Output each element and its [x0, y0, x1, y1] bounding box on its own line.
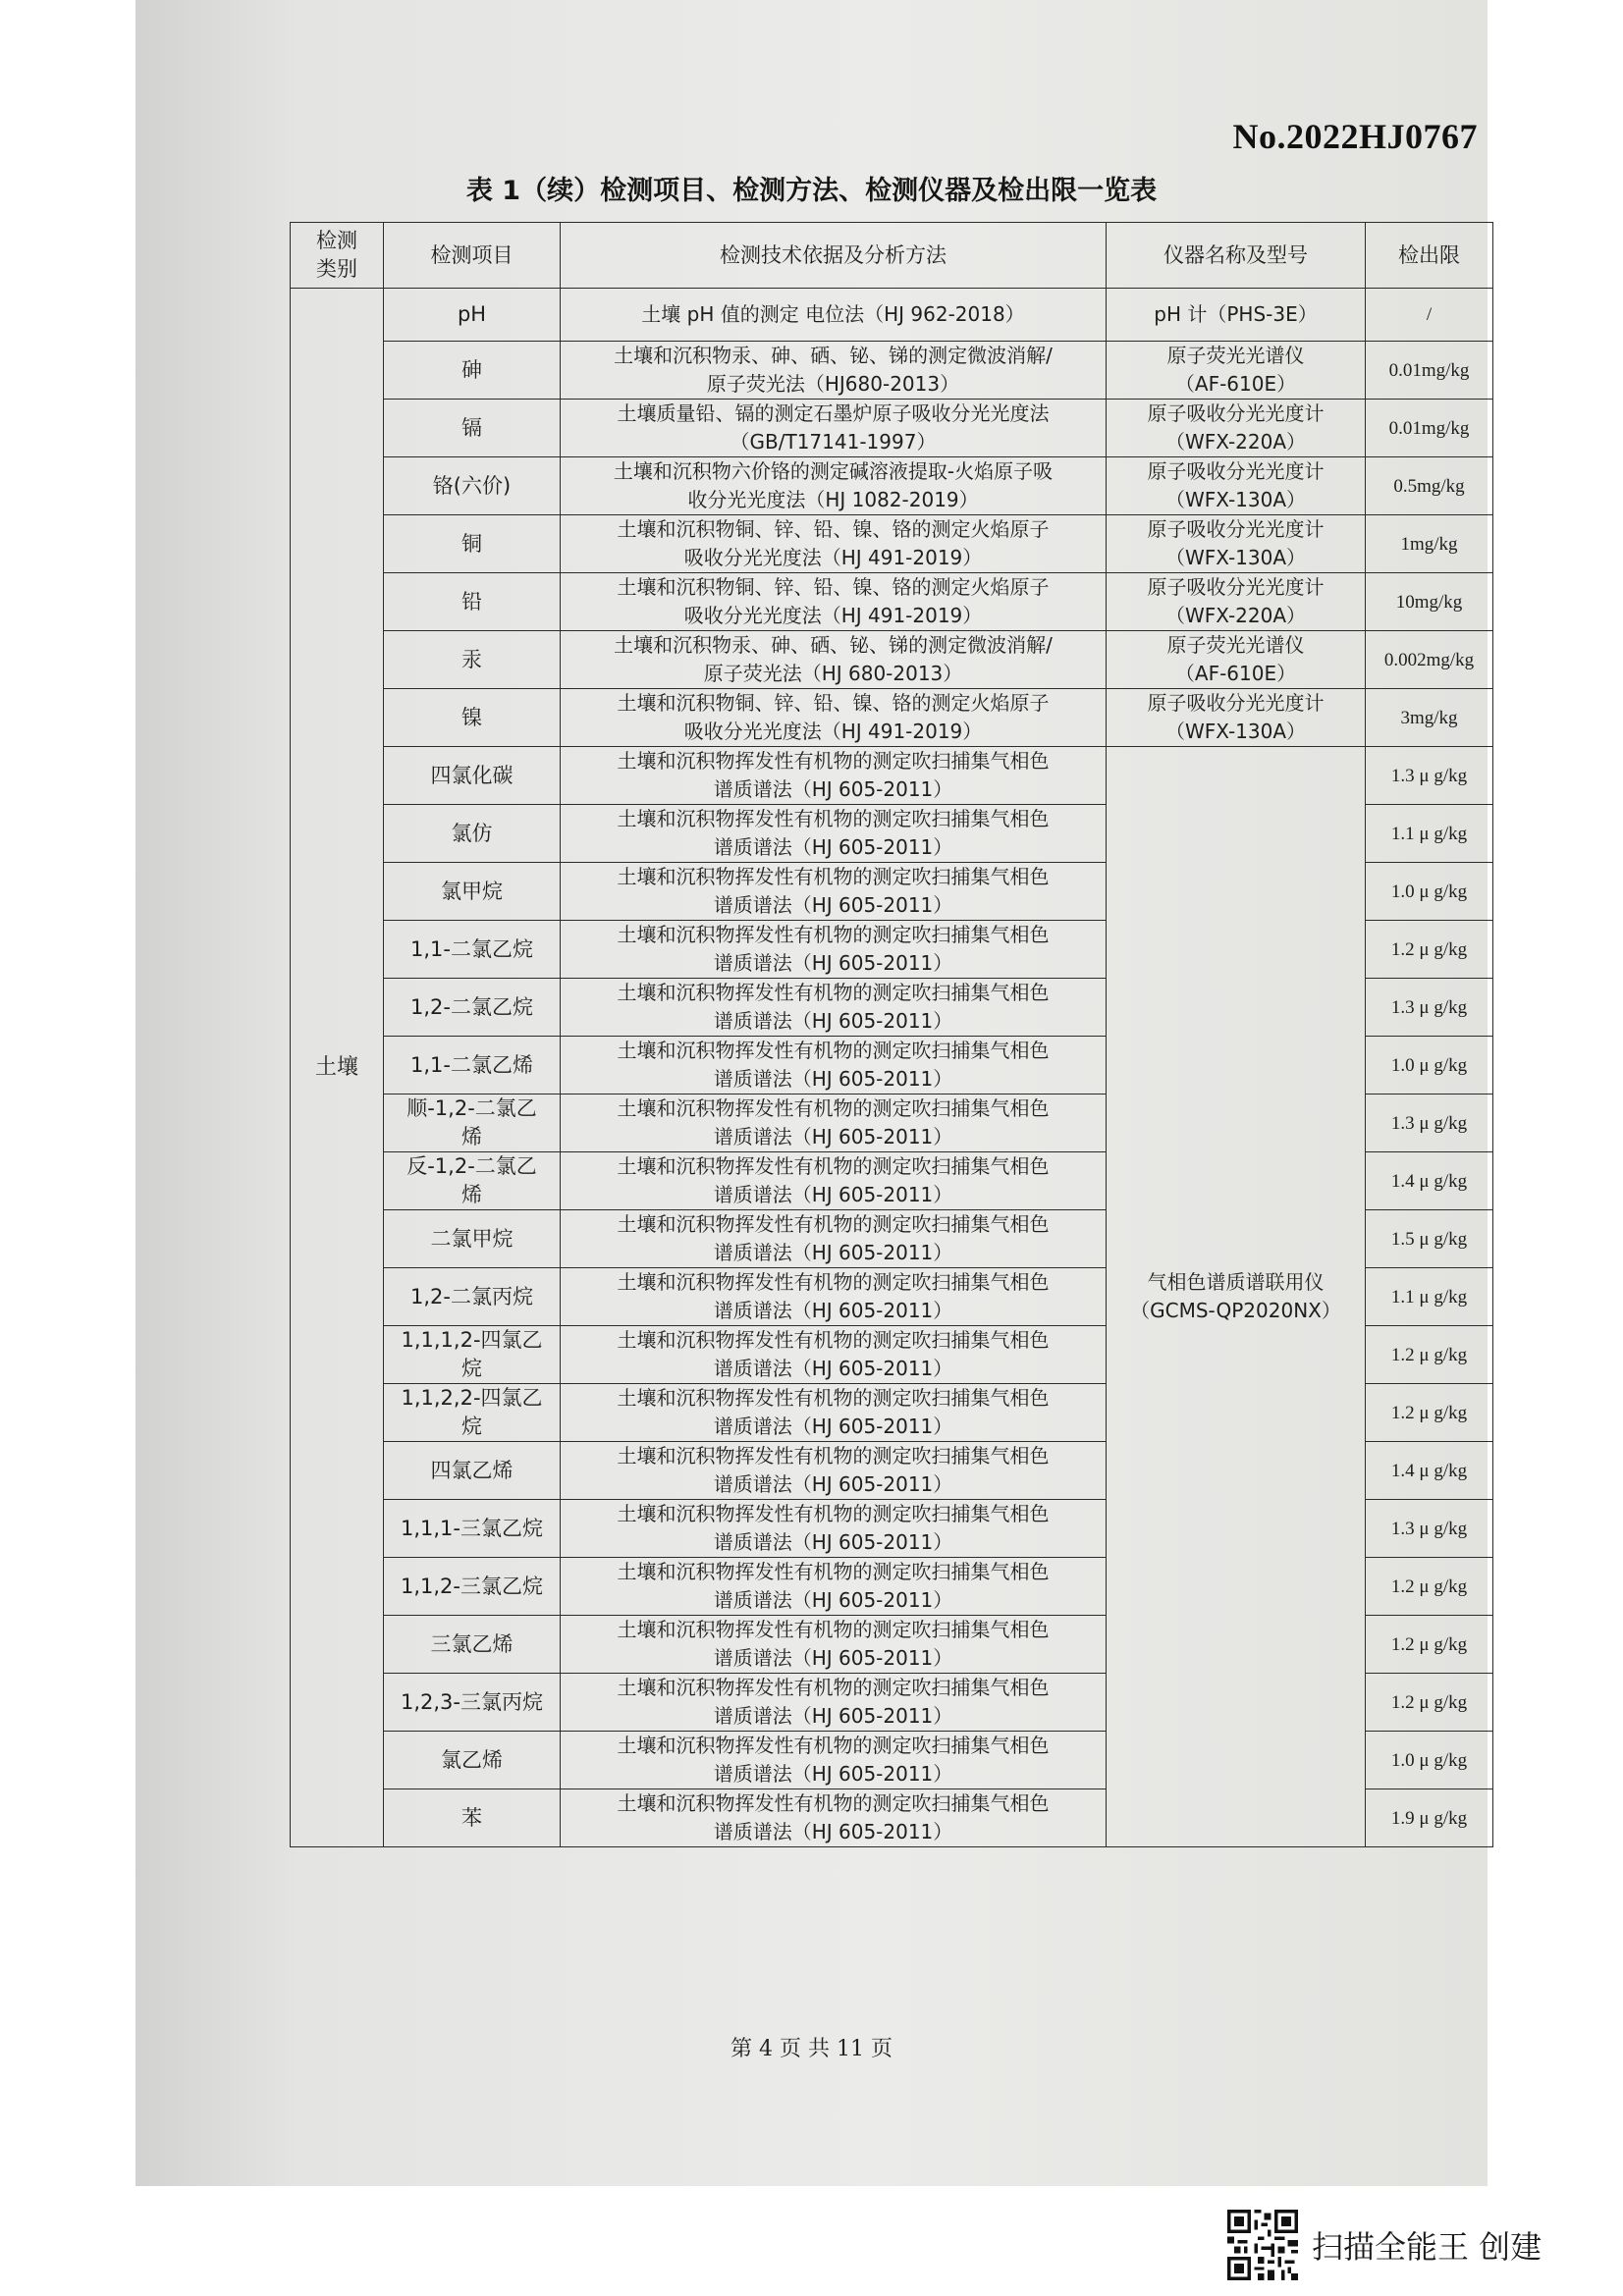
item-cell: 1,1-二氯乙烯: [384, 1037, 561, 1095]
method-cell: 土壤和沉积物挥发性有机物的测定吹扫捕集气相色 谱质谱法（HJ 605-2011）: [561, 1384, 1107, 1442]
limit-cell: 1.3 μ g/kg: [1366, 979, 1493, 1037]
table-header-row: [291, 223, 1493, 289]
method-cell: 土壤和沉积物挥发性有机物的测定吹扫捕集气相色 谱质谱法（HJ 605-2011）: [561, 1442, 1107, 1500]
method-cell: 土壤和沉积物挥发性有机物的测定吹扫捕集气相色 谱质谱法（HJ 605-2011）: [561, 805, 1107, 863]
document-number: No.2022HJ0767: [1232, 117, 1478, 156]
page-footer: 第 4 页 共 11 页: [730, 2037, 893, 2061]
limit-cell: 1.1 μ g/kg: [1366, 805, 1493, 863]
method-cell: 土壤和沉积物挥发性有机物的测定吹扫捕集气相色 谱质谱法（HJ 605-2011）: [561, 1674, 1107, 1732]
instrument-cell: 原子吸收分光光度计 （WFX-220A）: [1107, 400, 1366, 457]
method-cell: 土壤和沉积物挥发性有机物的测定吹扫捕集气相色 谱质谱法（HJ 605-2011）: [561, 1326, 1107, 1384]
limit-cell: 10mg/kg: [1366, 573, 1493, 631]
item-cell: 1,2,3-三氯丙烷: [384, 1674, 561, 1732]
limit-cell: 1.4 μ g/kg: [1366, 1152, 1493, 1210]
item-cell: 1,2-二氯乙烷: [384, 979, 561, 1037]
table-row: [291, 400, 1493, 457]
table-row: [291, 631, 1493, 689]
limit-cell: 1.2 μ g/kg: [1366, 1326, 1493, 1384]
limit-cell: 1.2 μ g/kg: [1366, 921, 1493, 979]
method-cell: 土壤和沉积物挥发性有机物的测定吹扫捕集气相色 谱质谱法（HJ 605-2011）: [561, 863, 1107, 921]
item-cell: 铬(六价): [384, 457, 561, 515]
method-cell: 土壤和沉积物挥发性有机物的测定吹扫捕集气相色 谱质谱法（HJ 605-2011）: [561, 1152, 1107, 1210]
limit-cell: 1.4 μ g/kg: [1366, 1442, 1493, 1500]
item-cell: 三氯乙烯: [384, 1616, 561, 1674]
item-cell: 镍: [384, 689, 561, 747]
method-cell: 土壤和沉积物挥发性有机物的测定吹扫捕集气相色 谱质谱法（HJ 605-2011）: [561, 1789, 1107, 1847]
item-cell: 铅: [384, 573, 561, 631]
table-row: [291, 573, 1493, 631]
method-cell: 土壤和沉积物六价铬的测定碱溶液提取-火焰原子吸 收分光光度法（HJ 1082-2019）: [561, 457, 1107, 515]
table-row: [291, 747, 1493, 805]
limit-cell: 1.0 μ g/kg: [1366, 1732, 1493, 1789]
limit-cell: 0.01mg/kg: [1366, 342, 1493, 400]
method-cell: 土壤 pH 值的测定 电位法（HJ 962-2018）: [561, 289, 1107, 342]
item-cell: 1,1,2-三氯乙烷: [384, 1558, 561, 1616]
item-cell: 镉: [384, 400, 561, 457]
item-cell: 氯甲烷: [384, 863, 561, 921]
instrument-cell: pH 计（PHS-3E）: [1107, 289, 1366, 342]
table-title: 表 1（续）检测项目、检测方法、检测仪器及检出限一览表: [465, 176, 1158, 206]
qr-code-icon: [1227, 2210, 1298, 2280]
limit-cell: 1.5 μ g/kg: [1366, 1210, 1493, 1268]
item-cell: 反-1,2-二氯乙 烯: [384, 1152, 561, 1210]
method-cell: 土壤和沉积物挥发性有机物的测定吹扫捕集气相色 谱质谱法（HJ 605-2011）: [561, 1037, 1107, 1095]
limit-cell: 1.2 μ g/kg: [1366, 1616, 1493, 1674]
method-cell: 土壤和沉积物挥发性有机物的测定吹扫捕集气相色 谱质谱法（HJ 605-2011）: [561, 1095, 1107, 1152]
limit-cell: 1.2 μ g/kg: [1366, 1384, 1493, 1442]
method-cell: 土壤质量铅、镉的测定石墨炉原子吸收分光光度法 （GB/T17141-1997）: [561, 400, 1107, 457]
table-row: [291, 515, 1493, 573]
item-cell: 1,2-二氯丙烷: [384, 1268, 561, 1326]
method-cell: 土壤和沉积物挥发性有机物的测定吹扫捕集气相色 谱质谱法（HJ 605-2011）: [561, 921, 1107, 979]
category-cell: 土壤: [291, 289, 384, 1847]
limit-cell: 1.3 μ g/kg: [1366, 747, 1493, 805]
instrument-cell: 原子吸收分光光度计 （WFX-130A）: [1107, 689, 1366, 747]
limit-cell: 0.5mg/kg: [1366, 457, 1493, 515]
instrument-cell: 原子荧光光谱仪 （AF-610E）: [1107, 342, 1366, 400]
item-cell: 1,1,2,2-四氯乙 烷: [384, 1384, 561, 1442]
method-cell: 土壤和沉积物挥发性有机物的测定吹扫捕集气相色 谱质谱法（HJ 605-2011）: [561, 1210, 1107, 1268]
item-cell: 1,1,1-三氯乙烷: [384, 1500, 561, 1558]
limit-cell: 1.0 μ g/kg: [1366, 1037, 1493, 1095]
header-method: 检测技术依据及分析方法: [561, 223, 1107, 289]
limit-cell: 1.3 μ g/kg: [1366, 1500, 1493, 1558]
item-cell: 1,1-二氯乙烷: [384, 921, 561, 979]
instrument-cell: 原子荧光光谱仪 （AF-610E）: [1107, 631, 1366, 689]
item-cell: 苯: [384, 1789, 561, 1847]
instrument-cell: 原子吸收分光光度计 （WFX-130A）: [1107, 457, 1366, 515]
item-cell: 1,1,1,2-四氯乙 烷: [384, 1326, 561, 1384]
watermark-text: 扫描全能王 创建: [1312, 2228, 1542, 2266]
limit-cell: 0.01mg/kg: [1366, 400, 1493, 457]
limit-cell: 1mg/kg: [1366, 515, 1493, 573]
item-cell: 四氯化碳: [384, 747, 561, 805]
table-row: [291, 689, 1493, 747]
header-limit: 检出限: [1366, 223, 1493, 289]
limit-cell: 1.2 μ g/kg: [1366, 1558, 1493, 1616]
limit-cell: 3mg/kg: [1366, 689, 1493, 747]
instrument-cell: 原子吸收分光光度计 （WFX-220A）: [1107, 573, 1366, 631]
item-cell: 铜: [384, 515, 561, 573]
item-cell: 四氯乙烯: [384, 1442, 561, 1500]
limit-cell: 1.3 μ g/kg: [1366, 1095, 1493, 1152]
method-cell: 土壤和沉积物汞、砷、硒、铋、锑的测定微波消解/ 原子荧光法（HJ680-2013）: [561, 342, 1107, 400]
method-cell: 土壤和沉积物铜、锌、铅、镍、铬的测定火焰原子 吸收分光光度法（HJ 491-2019）: [561, 515, 1107, 573]
method-cell: 土壤和沉积物挥发性有机物的测定吹扫捕集气相色 谱质谱法（HJ 605-2011）: [561, 747, 1107, 805]
method-cell: 土壤和沉积物挥发性有机物的测定吹扫捕集气相色 谱质谱法（HJ 605-2011）: [561, 979, 1107, 1037]
item-cell: 氯仿: [384, 805, 561, 863]
item-cell: 二氯甲烷: [384, 1210, 561, 1268]
table-row: [291, 342, 1493, 400]
header-instrument: 仪器名称及型号: [1107, 223, 1366, 289]
item-cell: pH: [384, 289, 561, 342]
method-cell: 土壤和沉积物铜、锌、铅、镍、铬的测定火焰原子 吸收分光光度法（HJ 491-2019）: [561, 689, 1107, 747]
method-cell: 土壤和沉积物挥发性有机物的测定吹扫捕集气相色 谱质谱法（HJ 605-2011）: [561, 1500, 1107, 1558]
table-row: [291, 457, 1493, 515]
table-row: [291, 289, 1493, 342]
scanner-watermark: [1227, 2209, 1542, 2281]
method-cell: 土壤和沉积物铜、锌、铅、镍、铬的测定火焰原子 吸收分光光度法（HJ 491-2019）: [561, 573, 1107, 631]
method-cell: 土壤和沉积物汞、砷、硒、铋、锑的测定微波消解/ 原子荧光法（HJ 680-2013）: [561, 631, 1107, 689]
detection-table: [290, 222, 1493, 1847]
method-cell: 土壤和沉积物挥发性有机物的测定吹扫捕集气相色 谱质谱法（HJ 605-2011）: [561, 1616, 1107, 1674]
instrument-cell: 原子吸收分光光度计 （WFX-130A）: [1107, 515, 1366, 573]
limit-cell: 1.0 μ g/kg: [1366, 863, 1493, 921]
item-cell: 砷: [384, 342, 561, 400]
limit-cell: 0.002mg/kg: [1366, 631, 1493, 689]
header-item: 检测项目: [384, 223, 561, 289]
method-cell: 土壤和沉积物挥发性有机物的测定吹扫捕集气相色 谱质谱法（HJ 605-2011）: [561, 1732, 1107, 1789]
shared-instrument-cell: 气相色谱质谱联用仪 （GCMS-QP2020NX）: [1107, 747, 1366, 1847]
header-category: 检测 类别: [291, 223, 384, 289]
item-cell: 汞: [384, 631, 561, 689]
method-cell: 土壤和沉积物挥发性有机物的测定吹扫捕集气相色 谱质谱法（HJ 605-2011）: [561, 1268, 1107, 1326]
limit-cell: 1.1 μ g/kg: [1366, 1268, 1493, 1326]
limit-cell: 1.2 μ g/kg: [1366, 1674, 1493, 1732]
limit-cell: 1.9 μ g/kg: [1366, 1789, 1493, 1847]
method-cell: 土壤和沉积物挥发性有机物的测定吹扫捕集气相色 谱质谱法（HJ 605-2011）: [561, 1558, 1107, 1616]
item-cell: 氯乙烯: [384, 1732, 561, 1789]
limit-cell: /: [1366, 289, 1493, 342]
item-cell: 顺-1,2-二氯乙 烯: [384, 1095, 561, 1152]
